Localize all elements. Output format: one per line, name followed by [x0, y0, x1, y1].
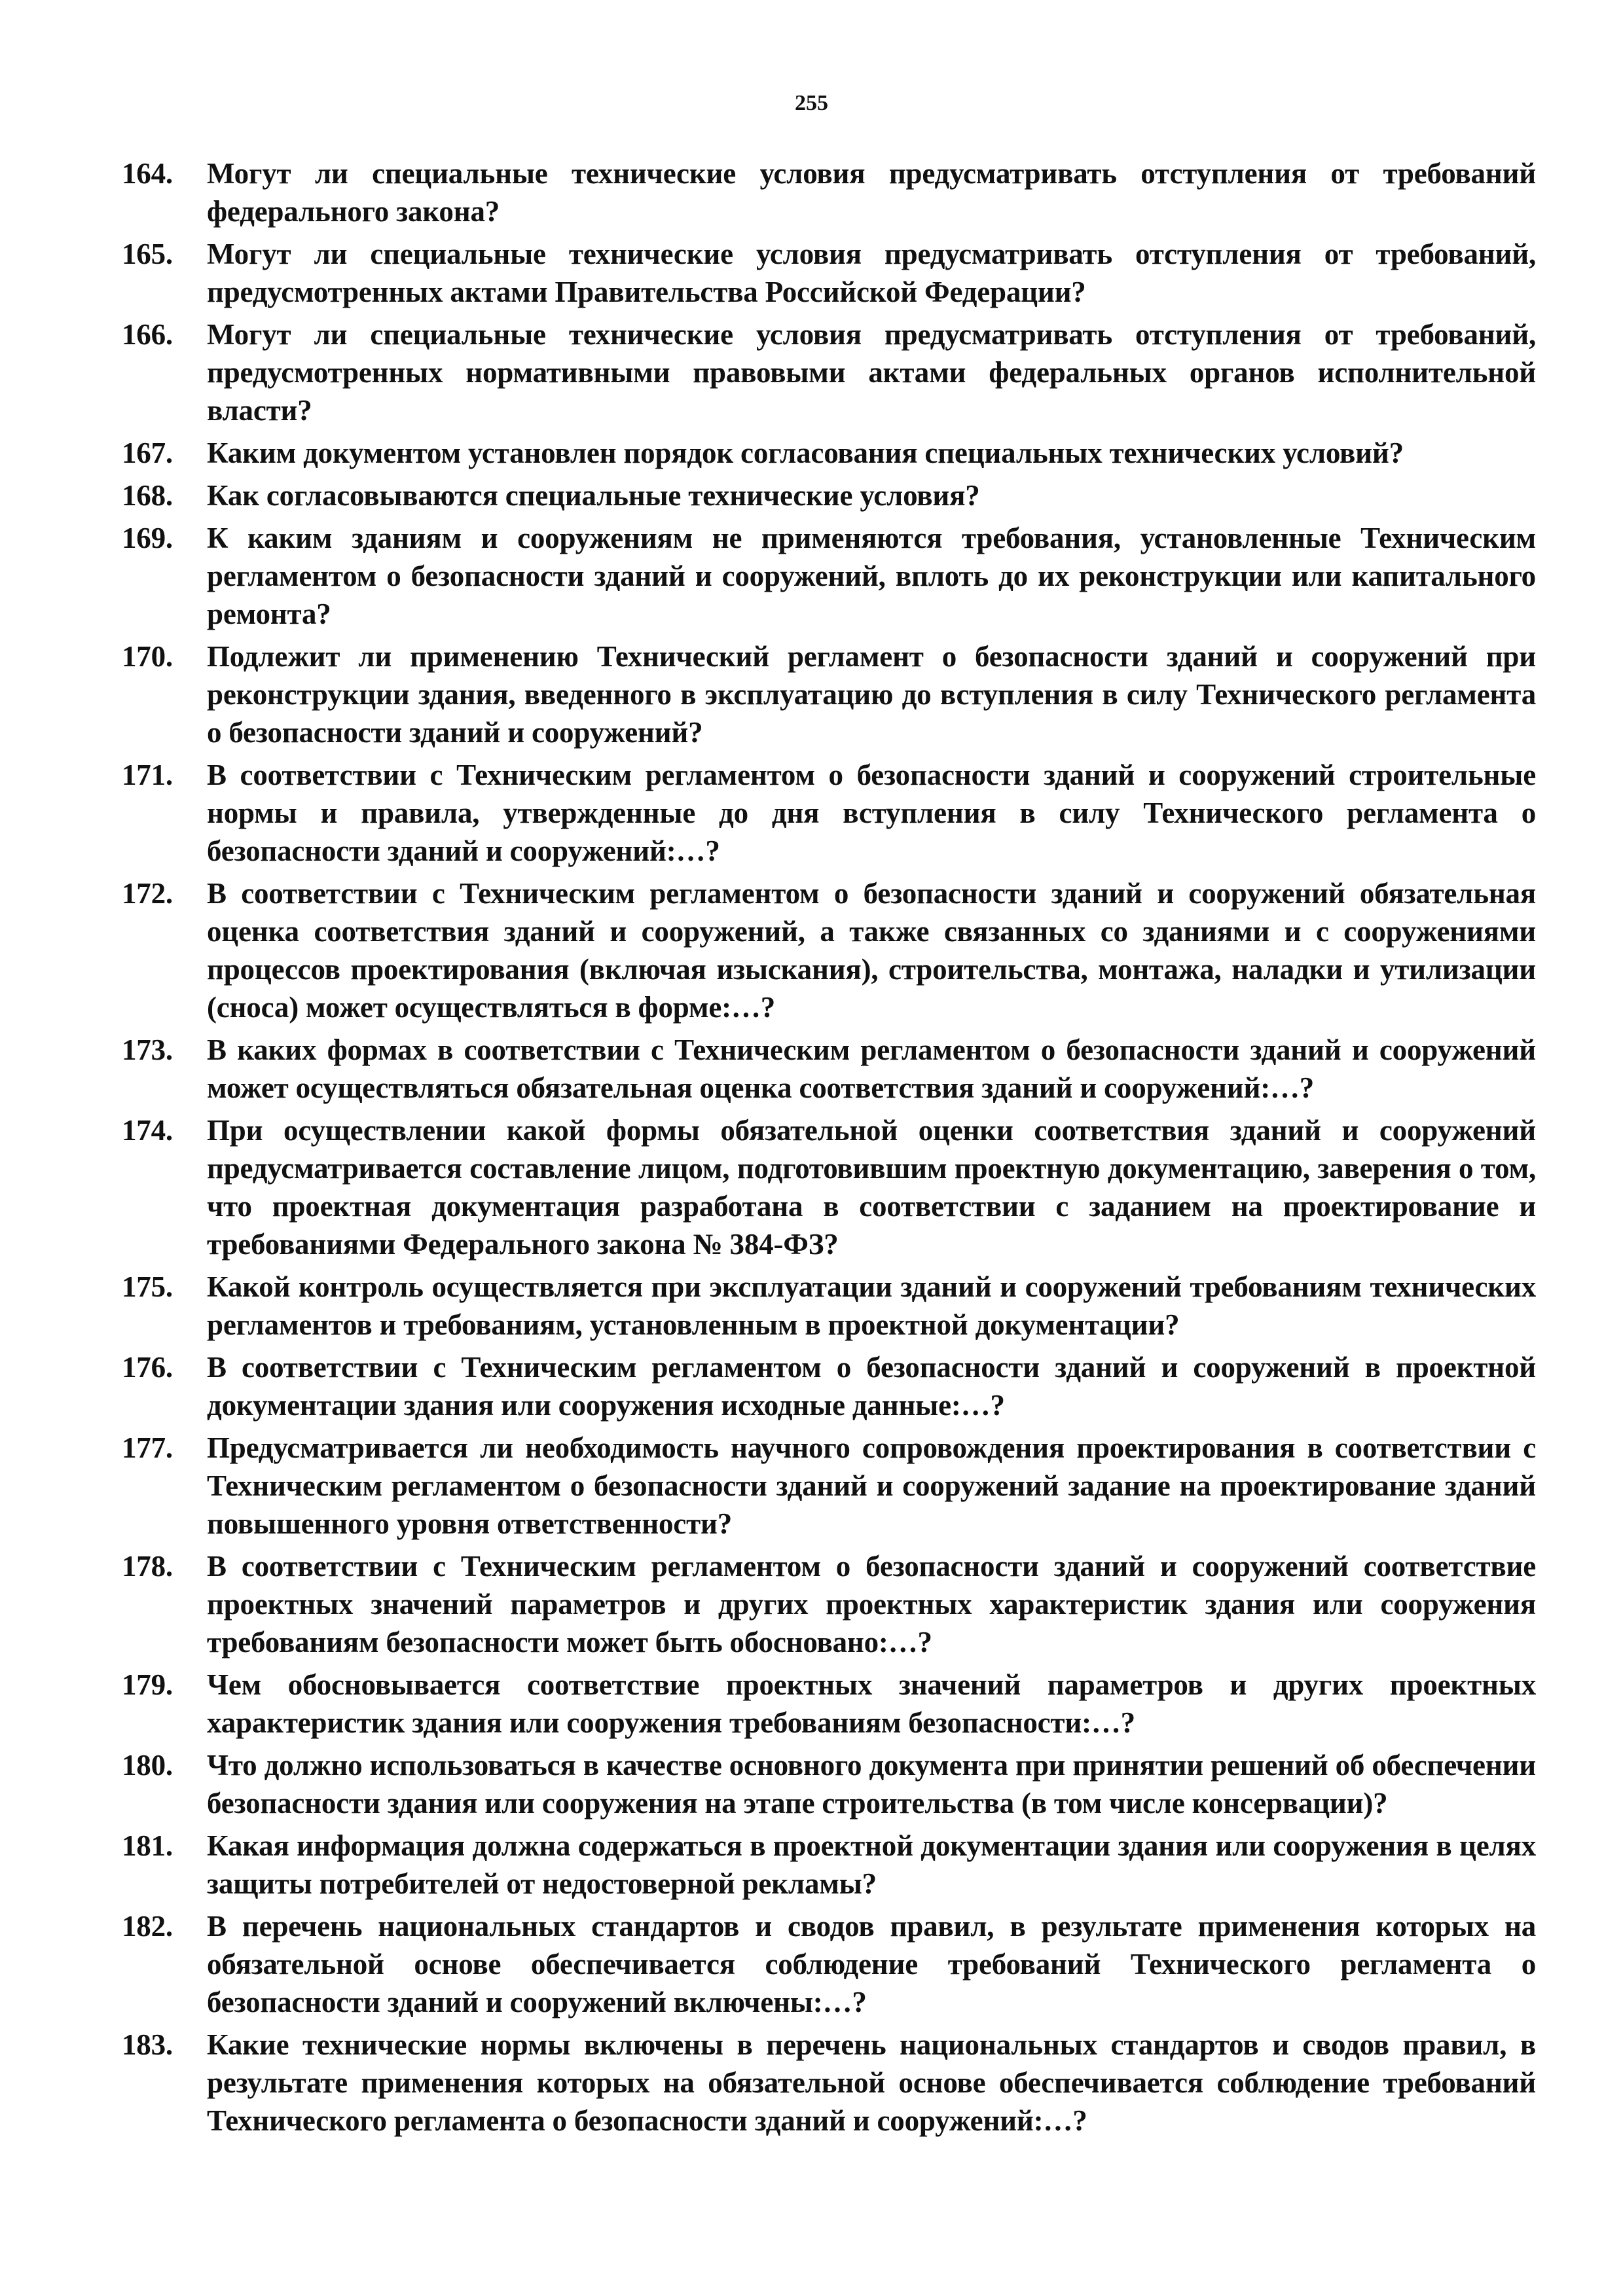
question-item: [122, 519, 1536, 633]
question-item: [122, 315, 1536, 429]
question-number: 178.: [122, 1550, 173, 1583]
question-item: [122, 1111, 1536, 1263]
question-item: [122, 434, 1536, 472]
question-text: Какой контроль осуществляется при эксплуатации зданий и сооружений требованиям технических регламентов и требованиям, установленным в проектной документации?: [207, 1270, 1536, 1341]
question-number: 180.: [122, 1749, 173, 1782]
question-text: В соответствии с Техническим регламентом о безопасности зданий и сооружений соответствие проектных значений параметров и других проектных характеристик здания или сооружения требованиям безопасности может быть обосновано:…?: [207, 1550, 1536, 1659]
question-text: Подлежит ли применению Технический регламент о безопасности зданий и сооружений при реконструкции здания, введенного в эксплуатацию до вступления в силу Технического регламента о безопасности зданий и сооружений?: [207, 640, 1536, 749]
question-text: В соответствии с Техническим регламентом о безопасности зданий и сооружений обязательная оценка соответствия зданий и сооружений, а также связанных со зданиями и с сооружениями процессов проектирования (включая изыскания), строительства, монтажа, наладки и утилизации (сноса) может осуществляться в форме:…?: [207, 877, 1536, 1024]
question-number: 183.: [122, 2028, 173, 2061]
question-text: Могут ли специальные технические условия предусматривать отступления от требований, предусмотренных нормативными правовыми актами федеральных органов исполнительной власти?: [207, 318, 1536, 427]
question-number: 173.: [122, 1033, 173, 1066]
question-item: [122, 874, 1536, 1026]
question-item: [122, 1031, 1536, 1107]
question-text: Какие технические нормы включены в перечень национальных стандартов и сводов правил, в результате применения которых на обязательной основе обеспечивается соблюдение требований Технического регламента о безопасности зданий и сооружений:…?: [207, 2028, 1536, 2137]
question-text: При осуществлении какой формы обязательной оценки соответствия зданий и сооружений предусматривается составление лицом, подготовившим проектную документацию, заверения о том, что проектная документация разработана в соответствии с заданием на проектирование и требованиями Федерального закона № 384-ФЗ?: [207, 1114, 1536, 1261]
question-text: В соответствии с Техническим регламентом о безопасности зданий и сооружений в проектной документации здания или сооружения исходные данные:…?: [207, 1351, 1536, 1422]
question-item: [122, 235, 1536, 311]
question-text: Что должно использоваться в качестве основного документа при принятии решений об обеспечении безопасности здания или сооружения на этапе строительства (в том числе консервации)?: [207, 1749, 1536, 1820]
question-item: [122, 1666, 1536, 1742]
question-text: Какая информация должна содержаться в проектной документации здания или сооружения в целях защиты потребителей от недостоверной рекламы?: [207, 1829, 1536, 1900]
question-text: В каких формах в соответствии с Техническим регламентом о безопасности зданий и сооружений может осуществляться обязательная оценка соответствия зданий и сооружений:…?: [207, 1033, 1536, 1104]
question-item: [122, 2026, 1536, 2140]
question-number: 170.: [122, 640, 173, 673]
question-number: 171.: [122, 759, 173, 791]
question-text: Предусматривается ли необходимость научного сопровождения проектирования в соответствии с Техническим регламентом о безопасности зданий и сооружений задание на проектирование зданий повышенного уровня ответственности?: [207, 1431, 1536, 1540]
question-text: Как согласовываются специальные технические условия?: [207, 479, 980, 512]
question-list: [122, 154, 1536, 2144]
question-number: 172.: [122, 877, 173, 910]
question-number: 169.: [122, 522, 173, 554]
question-number: 177.: [122, 1431, 173, 1464]
question-number: 176.: [122, 1351, 173, 1384]
question-number: 181.: [122, 1829, 173, 1862]
question-text: В соответствии с Техническим регламентом о безопасности зданий и сооружений строительные нормы и правила, утвержденные до дня вступления в силу Технического регламента о безопасности зданий и сооружений:…?: [207, 759, 1536, 867]
question-item: [122, 1547, 1536, 1661]
question-number: 168.: [122, 479, 173, 512]
question-text: Могут ли специальные технические условия предусматривать отступления от требований федерального закона?: [207, 157, 1536, 228]
question-number: 175.: [122, 1270, 173, 1303]
question-text: К каким зданиям и сооружениям не применяются требования, установленные Техническим регламентом о безопасности зданий и сооружений, вплоть до их реконструкции или капитального ремонта?: [207, 522, 1536, 630]
question-text: Каким документом установлен порядок согласования специальных технических условий?: [207, 437, 1404, 469]
question-item: [122, 637, 1536, 751]
question-item: [122, 1907, 1536, 2021]
question-number: 179.: [122, 1668, 173, 1701]
question-number: 164.: [122, 157, 173, 190]
question-item: [122, 1746, 1536, 1822]
question-number: 166.: [122, 318, 173, 351]
question-item: [122, 1268, 1536, 1344]
question-number: 174.: [122, 1114, 173, 1147]
question-text: Могут ли специальные технические условия предусматривать отступления от требований, предусмотренных актами Правительства Российской Федерации?: [207, 238, 1536, 308]
question-item: [122, 756, 1536, 870]
question-item: [122, 1827, 1536, 1903]
page-number: 255: [795, 91, 828, 115]
question-item: [122, 1429, 1536, 1543]
question-item: [122, 476, 1536, 514]
question-number: 167.: [122, 437, 173, 469]
question-item: [122, 1348, 1536, 1424]
question-number: 182.: [122, 1910, 173, 1943]
question-item: [122, 154, 1536, 230]
question-text: В перечень национальных стандартов и сводов правил, в результате применения которых на обязательной основе обеспечивается соблюдение требований Технического регламента о безопасности зданий и сооружений включены:…?: [207, 1910, 1536, 2018]
question-number: 165.: [122, 238, 173, 270]
question-text: Чем обосновывается соответствие проектных значений параметров и других проектных характеристик здания или сооружения требованиям безопасности:…?: [207, 1668, 1536, 1739]
